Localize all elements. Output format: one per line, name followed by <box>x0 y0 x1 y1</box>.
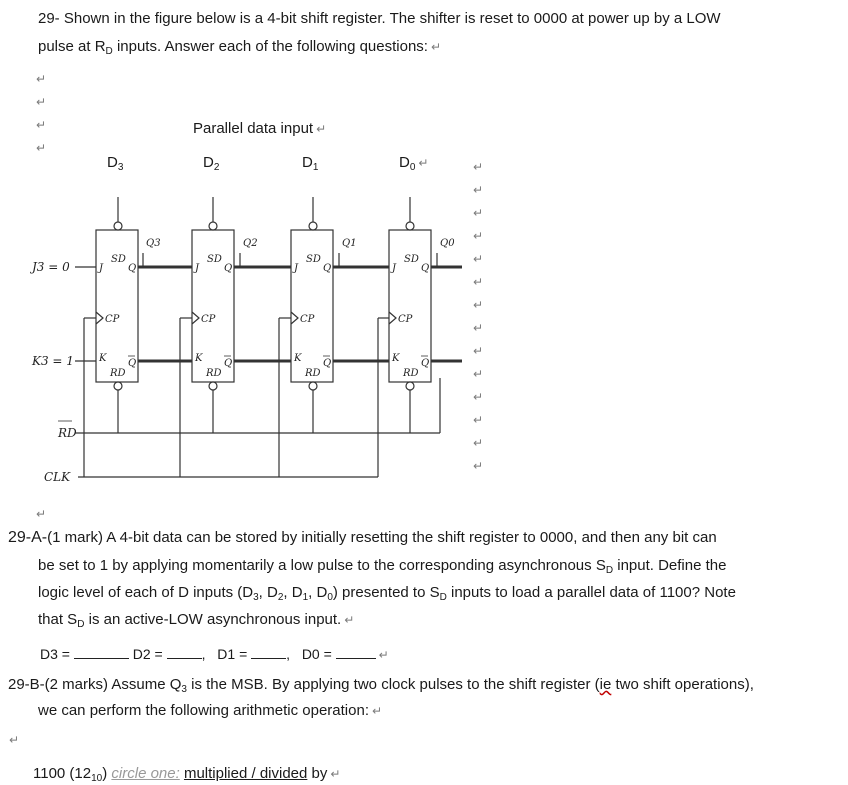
question-line-2: pulse at $R_D$ inputs. Answer each of the following questions: ↵ <box>38 38 442 57</box>
svg-text:Q: Q <box>128 358 137 369</box>
data-input-label-d2: $D_2$ <box>203 154 220 173</box>
q0-label: Q0 <box>440 238 455 249</box>
svg-text:J: J <box>195 263 200 274</box>
clk-label: CLK <box>44 470 71 484</box>
d2-answer-label: D2 = <box>132 646 163 662</box>
svg-text:CP: CP <box>105 314 120 325</box>
svg-text:CP: CP <box>398 314 413 325</box>
parallel-data-label: Parallel data input ↵ <box>193 120 327 137</box>
answer-row: D3 = D2 = , D1 = , D0 = ↵ <box>40 646 389 662</box>
data-input-label-d0: $D_0$ ↵ <box>399 154 429 173</box>
part-a-line-4: that $S_D$ is an active-LOW asynchronous input. ↵ <box>38 611 355 630</box>
svg-text:Q: Q <box>421 263 430 274</box>
svg-text:SD: SD <box>306 254 321 265</box>
d3-answer-label: D3 = <box>40 646 70 662</box>
svg-text:CP: CP <box>201 314 216 325</box>
paragraph-mark: ↵ <box>36 507 47 521</box>
multiplied-divided-choice[interactable]: multiplied / divided <box>183 765 308 782</box>
svg-text:RD: RD <box>305 368 321 379</box>
svg-text:Q: Q <box>323 263 332 274</box>
data-input-label-d3: $D_3$ <box>107 154 124 173</box>
svg-text:RD: RD <box>206 368 222 379</box>
d3-answer-field[interactable] <box>74 646 129 659</box>
part-a-line-2: be set to 1 by applying momentarily a low pulse to the corresponding asynchronous $S_D$ input. Define the <box>38 557 727 576</box>
svg-text:Q: Q <box>224 263 233 274</box>
part-b-line-2: we can perform the following arithmetic operation: ↵ <box>38 702 383 719</box>
svg-text:J: J <box>294 263 299 274</box>
svg-text:Q: Q <box>421 358 430 369</box>
svg-text:Q: Q <box>224 358 233 369</box>
part-a-line-3: logic level of each of D inputs ($D_3$, $D_2$, $D_1$, $D_0$) presented to $S_D$ inputs to load a parallel data of 1100? Note <box>38 584 736 603</box>
rd-bus-label: RD <box>58 426 77 440</box>
svg-text:J: J <box>392 263 397 274</box>
data-input-label-d1: $D_1$ <box>302 154 319 173</box>
part-a-line-1: 29-A-(1 mark) A 4-bit data can be stored by initially resetting the shift register to 0000, and then any bit can <box>8 529 717 546</box>
svg-text:SD: SD <box>111 254 126 265</box>
d2-answer-field[interactable] <box>167 646 202 659</box>
d1-answer-label: D1 = <box>217 646 248 662</box>
paragraph-mark-column: ↵ ↵ ↵ ↵ ↵ ↵ ↵ ↵ ↵ ↵ ↵ ↵ ↵ ↵ <box>473 160 484 473</box>
q3-label: Q3 <box>146 238 161 249</box>
svg-text:CP: CP <box>300 314 315 325</box>
svg-text:K: K <box>294 353 302 364</box>
q1-label: Q1 <box>342 238 357 249</box>
d0-answer-field[interactable] <box>336 646 376 659</box>
svg-text:Q: Q <box>128 263 137 274</box>
svg-text:J: J <box>99 263 104 274</box>
circle-one-label: circle one: <box>111 765 180 782</box>
svg-text:K: K <box>99 353 107 364</box>
svg-text:RD: RD <box>403 368 419 379</box>
svg-text:K: K <box>195 353 203 364</box>
part-b-line-1: 29-B-(2 marks) Assume $Q_3$ is the MSB. By applying two clock pulses to the shift register (ie two shift operations), <box>8 676 754 695</box>
paragraph-mark: ↵ <box>36 118 47 132</box>
svg-text:K: K <box>392 353 400 364</box>
svg-text:RD: RD <box>110 368 126 379</box>
paragraph-mark: ↵ <box>36 95 47 109</box>
svg-text:Q: Q <box>323 358 332 369</box>
q2-label: Q2 <box>243 238 258 249</box>
d0-answer-label: D0 = <box>301 646 332 662</box>
part-b-answer-line: 1100 $(12_{10})$ circle one: multiplied / divided by ↵ <box>33 765 341 784</box>
svg-text:SD: SD <box>207 254 222 265</box>
question-line-1: 29- Shown in the figure below is a 4-bit shift register. The shifter is reset to 0000 at power up by a LOW <box>38 10 721 27</box>
d1-answer-field[interactable] <box>251 646 286 659</box>
j3-input-label: J3 = 0 <box>32 260 70 274</box>
paragraph-mark: ↵ <box>36 72 47 86</box>
k3-input-label: K3 = 1 <box>32 354 74 368</box>
svg-text:SD: SD <box>404 254 419 265</box>
paragraph-mark: ↵ <box>36 141 47 155</box>
paragraph-mark: ↵ <box>9 733 20 747</box>
